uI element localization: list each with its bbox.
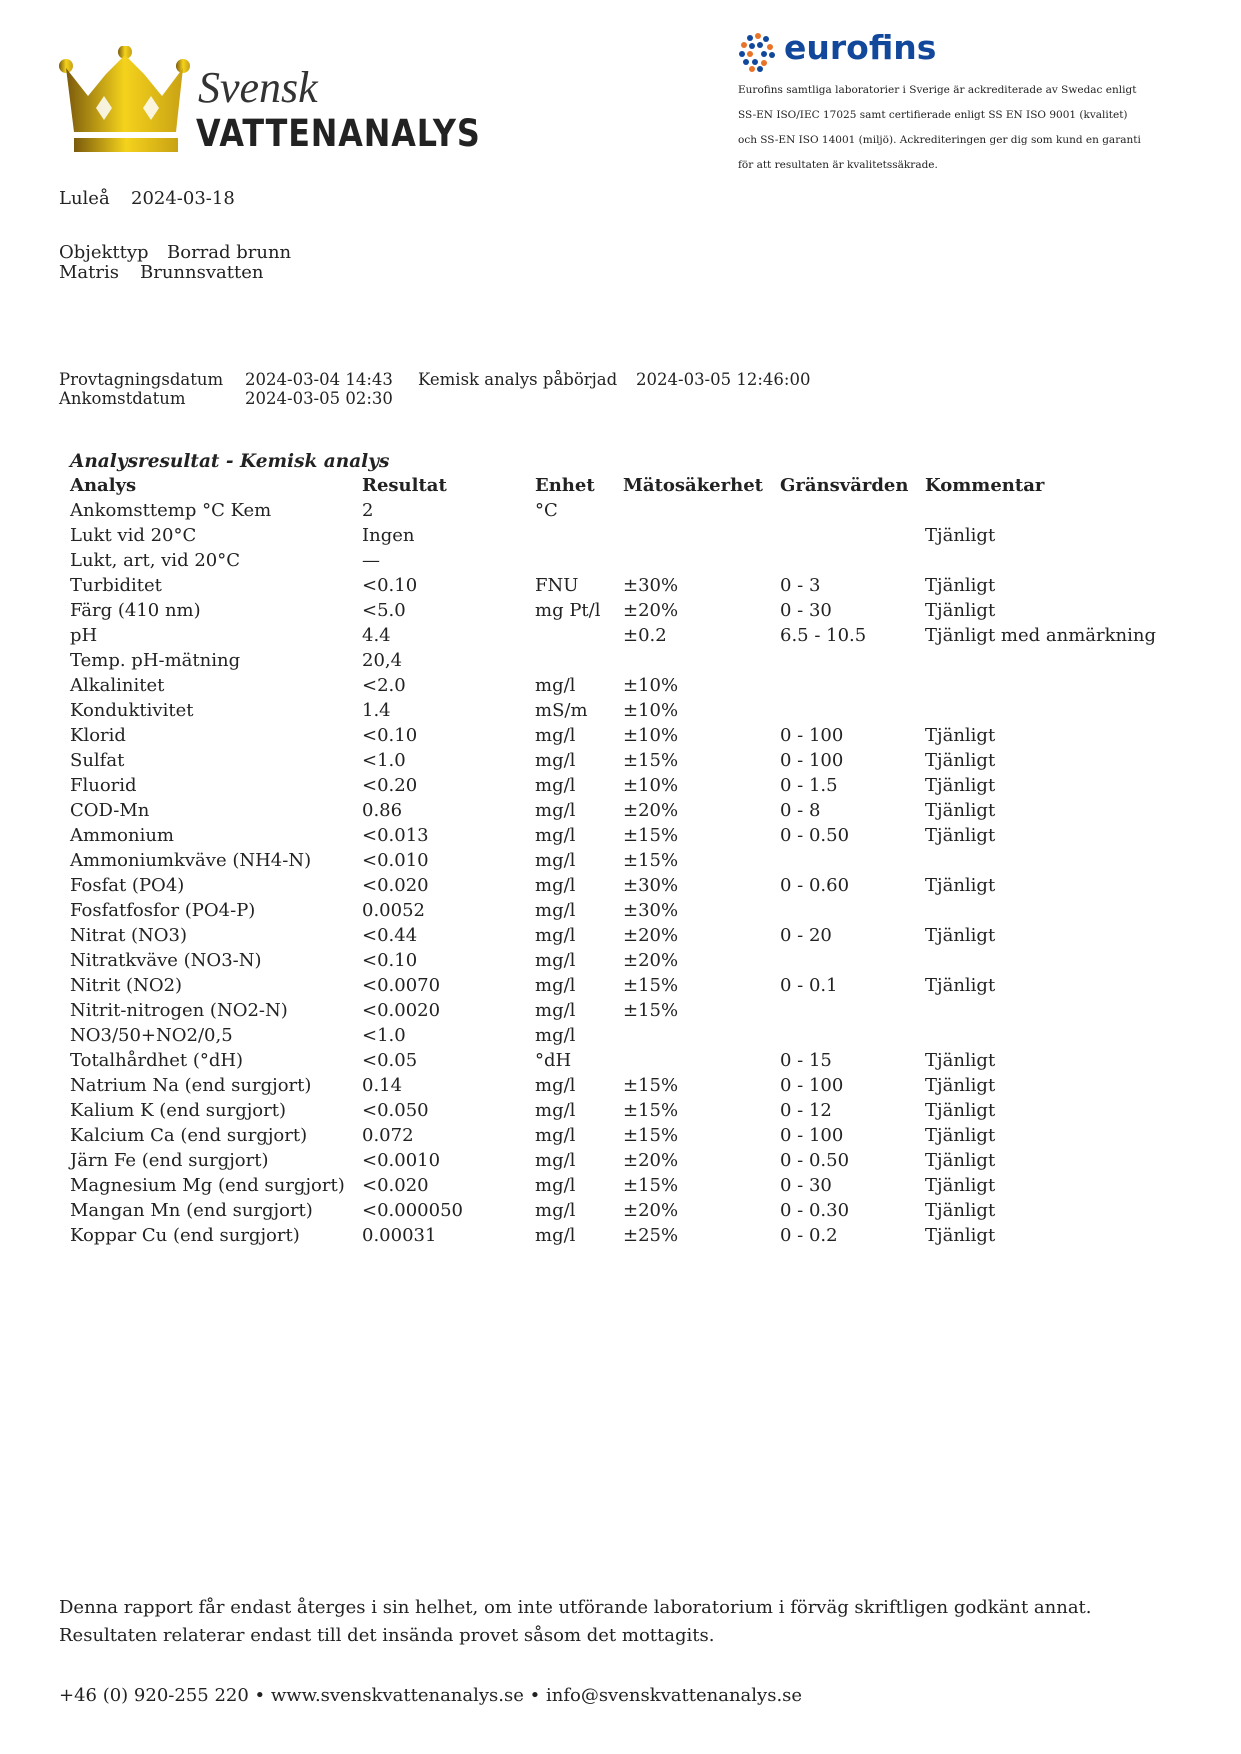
result-value: <1.0	[362, 1025, 406, 1046]
accreditation-line: Eurofins samtliga laboratorier i Sverige är ackrediterade av Swedac enligt	[738, 84, 1137, 96]
analysis-name: Lukt, art, vid 20°C	[70, 550, 240, 571]
unit: mg/l	[535, 1125, 576, 1146]
limit-range: 0 - 20	[780, 925, 832, 946]
comment	[921, 1023, 1160, 1048]
comment: Tjänligt	[925, 750, 996, 771]
table-row	[66, 573, 1160, 598]
comment: Tjänligt	[925, 575, 996, 596]
comment: Tjänligt	[925, 600, 996, 621]
limit-range: 0 - 0.60	[780, 875, 850, 896]
limit-range: 0 - 30	[780, 1175, 832, 1196]
table-row	[66, 898, 1160, 923]
analysis-name: Nitrit (NO2)	[70, 975, 183, 996]
uncertainty	[619, 498, 776, 523]
result-value: —	[362, 550, 380, 571]
unit: °dH	[535, 1050, 572, 1071]
result-value: <0.000050	[362, 1200, 463, 1221]
comment: Tjänligt	[925, 925, 996, 946]
unit: mg/l	[535, 800, 576, 821]
result-value: <0.0070	[362, 975, 441, 996]
limit-range: 0 - 3	[780, 575, 821, 596]
col-header-comment: Kommentar	[925, 475, 1045, 496]
limit-range: 0 - 12	[780, 1100, 832, 1121]
disclaimer-line-1: Denna rapport får endast återges i sin helhet, om inte utförande laboratorium i förväg skriftligen godkänt annat.	[59, 1597, 1092, 1618]
table-row	[66, 1223, 1160, 1248]
result-value: 0.00031	[362, 1225, 437, 1246]
contact-info: +46 (0) 920-255 220 • www.svenskvattenanalys.se • info@svenskvattenanalys.se	[59, 1685, 803, 1706]
analysis-name: Kalcium Ca (end surgjort)	[70, 1125, 308, 1146]
unit: mg/l	[535, 750, 576, 771]
uncertainty: ±30%	[623, 875, 679, 896]
uncertainty: ±15%	[623, 1000, 679, 1021]
comment: Tjänligt med anmärkning	[925, 625, 1156, 646]
analysis-name: Fosfat (PO4)	[70, 875, 185, 896]
analysis-name: Mangan Mn (end surgjort)	[70, 1200, 313, 1221]
result-value: <0.0020	[362, 1000, 441, 1021]
result-value: 1.4	[362, 700, 391, 721]
object-type-label: Objekttyp	[59, 242, 149, 263]
table-row	[66, 1023, 1160, 1048]
results-table	[66, 473, 1160, 1248]
uncertainty: ±30%	[623, 900, 679, 921]
limit-range: 0 - 15	[780, 1050, 832, 1071]
comment: Tjänligt	[925, 525, 996, 546]
analysis-start-value: 2024-03-05 12:46:00	[636, 370, 811, 389]
comment	[921, 948, 1160, 973]
results-body	[66, 498, 1160, 1248]
object-type-value: Borrad brunn	[167, 242, 292, 263]
result-value: 0.0052	[362, 900, 425, 921]
analysis-name: Klorid	[70, 725, 126, 746]
uncertainty: ±10%	[623, 775, 679, 796]
uncertainty	[619, 1048, 776, 1073]
table-row	[66, 623, 1160, 648]
accreditation-line: för att resultaten är kvalitetssäkrade.	[738, 159, 938, 171]
comment: Tjänligt	[925, 1075, 996, 1096]
comment: Tjänligt	[925, 800, 996, 821]
uncertainty: ±15%	[623, 750, 679, 771]
result-value: <0.020	[362, 1175, 429, 1196]
analysis-name: Nitrit-nitrogen (NO2-N)	[70, 1000, 288, 1021]
table-row	[66, 648, 1160, 673]
unit: mg/l	[535, 1175, 576, 1196]
table-row	[66, 973, 1160, 998]
analysis-name: Fluorid	[70, 775, 137, 796]
eurofins-accreditation	[738, 78, 1141, 178]
limit-range: 0 - 0.30	[780, 1200, 850, 1221]
uncertainty: ±20%	[623, 925, 679, 946]
unit: mg/l	[535, 1100, 576, 1121]
matrix-value: Brunnsvatten	[140, 262, 264, 283]
table-row	[66, 923, 1160, 948]
uncertainty	[619, 548, 776, 573]
analysis-name: Lukt vid 20°C	[70, 525, 197, 546]
table-row	[66, 548, 1160, 573]
table-row	[66, 1123, 1160, 1148]
result-value: 20,4	[362, 650, 403, 671]
crown-icon	[58, 46, 208, 156]
unit: mg/l	[535, 1150, 576, 1171]
uncertainty: ±20%	[623, 950, 679, 971]
result-value: <0.10	[362, 725, 418, 746]
limit-range	[776, 648, 921, 673]
analysis-name: Totalhårdhet (°dH)	[70, 1050, 244, 1071]
limit-range	[776, 523, 921, 548]
result-value: <0.020	[362, 875, 429, 896]
col-header-unit: Enhet	[535, 475, 595, 496]
limit-range	[776, 948, 921, 973]
unit: FNU	[535, 575, 579, 596]
unit: mg/l	[535, 725, 576, 746]
table-row	[66, 1048, 1160, 1073]
comment: Tjänligt	[925, 1225, 996, 1246]
uncertainty: ±30%	[623, 575, 679, 596]
analysis-name: Konduktivitet	[70, 700, 194, 721]
comment	[921, 998, 1160, 1023]
analysis-name: Nitrat (NO3)	[70, 925, 188, 946]
comment: Tjänligt	[925, 1175, 996, 1196]
table-row	[66, 773, 1160, 798]
result-value: <1.0	[362, 750, 406, 771]
table-row	[66, 598, 1160, 623]
limit-range	[776, 548, 921, 573]
results-header-row	[66, 473, 1160, 498]
table-row	[66, 823, 1160, 848]
col-header-uncertainty: Mätosäkerhet	[623, 475, 763, 496]
unit: mg/l	[535, 1000, 576, 1021]
uncertainty: ±20%	[623, 600, 679, 621]
result-value: 0.14	[362, 1075, 403, 1096]
unit: mg/l	[535, 1025, 576, 1046]
result-value: <0.10	[362, 950, 418, 971]
comment	[921, 848, 1160, 873]
table-row	[66, 998, 1160, 1023]
uncertainty	[619, 648, 776, 673]
analysis-name: Koppar Cu (end surgjort)	[70, 1225, 300, 1246]
table-row	[66, 1198, 1160, 1223]
result-value: <0.050	[362, 1100, 429, 1121]
comment: Tjänligt	[925, 1050, 996, 1071]
comment	[921, 648, 1160, 673]
logo-brand-text: VATTENANALYS	[196, 112, 481, 155]
result-value: <0.0010	[362, 1150, 441, 1171]
table-row	[66, 798, 1160, 823]
limit-range: 0 - 100	[780, 1125, 844, 1146]
table-row	[66, 498, 1160, 523]
uncertainty: ±25%	[623, 1225, 679, 1246]
eurofins-logo	[738, 28, 938, 72]
analysis-name: Alkalinitet	[70, 675, 165, 696]
accreditation-line: och SS-EN ISO 14001 (miljö). Ackrediteringen ger dig som kund en garanti	[738, 134, 1141, 146]
limit-range	[776, 898, 921, 923]
result-value: <0.010	[362, 850, 429, 871]
unit: mg/l	[535, 675, 576, 696]
result-value: <0.05	[362, 1050, 418, 1071]
comment	[921, 498, 1160, 523]
comment: Tjänligt	[925, 1100, 996, 1121]
uncertainty: ±20%	[623, 1150, 679, 1171]
analysis-name: Nitratkväve (NO3-N)	[70, 950, 262, 971]
table-row	[66, 723, 1160, 748]
uncertainty: ±15%	[623, 1125, 679, 1146]
comment: Tjänligt	[925, 1125, 996, 1146]
uncertainty	[619, 1023, 776, 1048]
table-row	[66, 748, 1160, 773]
table-row	[66, 1173, 1160, 1198]
uncertainty: ±0.2	[623, 625, 667, 646]
result-value: 2	[362, 500, 374, 521]
comment: Tjänligt	[925, 775, 996, 796]
limit-range	[776, 998, 921, 1023]
unit: mg/l	[535, 775, 576, 796]
unit: °C	[535, 500, 558, 521]
table-row	[66, 1073, 1160, 1098]
analysis-name: Magnesium Mg (end surgjort)	[70, 1175, 345, 1196]
eurofins-dots-icon	[738, 32, 778, 72]
result-value: 4.4	[362, 625, 391, 646]
arrival-date-value: 2024-03-05 02:30	[245, 389, 393, 408]
col-header-analysis: Analys	[70, 475, 137, 496]
table-row	[66, 1098, 1160, 1123]
comment: Tjänligt	[925, 875, 996, 896]
sample-date-label: Provtagningsdatum	[59, 370, 224, 389]
analysis-name: Turbiditet	[70, 575, 162, 596]
limit-range	[776, 498, 921, 523]
comment: Tjänligt	[925, 1150, 996, 1171]
result-value: <2.0	[362, 675, 406, 696]
analysis-name: Färg (410 nm)	[70, 600, 201, 621]
unit	[531, 548, 619, 573]
comment: Tjänligt	[925, 1200, 996, 1221]
sample-date-value: 2024-03-04 14:43	[245, 370, 393, 389]
table-row	[66, 848, 1160, 873]
analysis-name: Kalium K (end surgjort)	[70, 1100, 286, 1121]
comment: Tjänligt	[925, 725, 996, 746]
unit: mg/l	[535, 950, 576, 971]
analysis-name: NO3/50+NO2/0,5	[70, 1025, 233, 1046]
limit-range: 0 - 8	[780, 800, 821, 821]
limit-range: 0 - 0.2	[780, 1225, 838, 1246]
comment: Tjänligt	[925, 825, 996, 846]
table-row	[66, 698, 1160, 723]
unit: mg/l	[535, 900, 576, 921]
uncertainty: ±15%	[623, 850, 679, 871]
svensk-vattenanalys-logo	[58, 46, 481, 156]
unit: mg/l	[535, 1075, 576, 1096]
analysis-name: Temp. pH-mätning	[70, 650, 241, 671]
unit: mg/l	[535, 975, 576, 996]
unit	[531, 623, 619, 648]
uncertainty: ±20%	[623, 800, 679, 821]
col-header-limits: Gränsvärden	[780, 475, 909, 496]
results-section-title: Analysresultat - Kemisk analys	[70, 451, 390, 472]
analysis-name: Sulfat	[70, 750, 125, 771]
unit	[531, 648, 619, 673]
uncertainty: ±10%	[623, 675, 679, 696]
uncertainty: ±15%	[623, 975, 679, 996]
matrix-label: Matris	[59, 262, 119, 283]
table-row	[66, 673, 1160, 698]
limit-range: 0 - 100	[780, 725, 844, 746]
limit-range	[776, 673, 921, 698]
limit-range: 0 - 100	[780, 1075, 844, 1096]
comment	[921, 698, 1160, 723]
unit: mg Pt/l	[535, 600, 601, 621]
limit-range: 0 - 1.5	[780, 775, 838, 796]
result-value: <0.013	[362, 825, 429, 846]
disclaimer-line-2: Resultaten relaterar endast till det insända provet såsom det mottagits.	[59, 1625, 715, 1646]
limit-range: 0 - 30	[780, 600, 832, 621]
arrival-date-label: Ankomstdatum	[59, 389, 186, 408]
analysis-name: Järn Fe (end surgjort)	[70, 1150, 269, 1171]
unit: mg/l	[535, 1200, 576, 1221]
table-row	[66, 948, 1160, 973]
table-row	[66, 1148, 1160, 1173]
analysis-name: COD-Mn	[70, 800, 150, 821]
report-city: Luleå	[59, 188, 110, 209]
uncertainty: ±15%	[623, 1175, 679, 1196]
limit-range: 0 - 0.50	[780, 825, 850, 846]
analysis-name: Fosfatfosfor (PO4-P)	[70, 900, 256, 921]
report-date: 2024-03-18	[131, 188, 235, 209]
comment	[921, 673, 1160, 698]
uncertainty: ±10%	[623, 725, 679, 746]
comment	[921, 898, 1160, 923]
result-value: Ingen	[362, 525, 415, 546]
analysis-name: pH	[70, 625, 98, 646]
table-row	[66, 523, 1160, 548]
result-value: <0.10	[362, 575, 418, 596]
limit-range: 6.5 - 10.5	[780, 625, 867, 646]
comment	[921, 548, 1160, 573]
unit: mg/l	[535, 850, 576, 871]
limit-range	[776, 848, 921, 873]
uncertainty: ±15%	[623, 825, 679, 846]
eurofins-name: eurofins	[784, 28, 937, 67]
limit-range: 0 - 100	[780, 750, 844, 771]
analysis-name: Natrium Na (end surgjort)	[70, 1075, 312, 1096]
unit: mS/m	[535, 700, 588, 721]
analysis-name: Ammoniumkväve (NH4-N)	[70, 850, 312, 871]
limit-range	[776, 698, 921, 723]
analysis-start-label: Kemisk analys påbörjad	[418, 370, 618, 389]
uncertainty: ±10%	[623, 700, 679, 721]
limit-range: 0 - 0.1	[780, 975, 838, 996]
uncertainty: ±15%	[623, 1075, 679, 1096]
unit: mg/l	[535, 925, 576, 946]
result-value: <5.0	[362, 600, 406, 621]
col-header-result: Resultat	[362, 475, 447, 496]
limit-range: 0 - 0.50	[780, 1150, 850, 1171]
unit: mg/l	[535, 1225, 576, 1246]
uncertainty	[619, 523, 776, 548]
comment: Tjänligt	[925, 975, 996, 996]
logo-script-text: Svensk	[198, 63, 318, 112]
limit-range	[776, 1023, 921, 1048]
analysis-name: Ammonium	[70, 825, 174, 846]
result-value: <0.44	[362, 925, 418, 946]
uncertainty: ±20%	[623, 1200, 679, 1221]
unit: mg/l	[535, 875, 576, 896]
result-value: <0.20	[362, 775, 418, 796]
analysis-name: Ankomsttemp °C Kem	[70, 500, 272, 521]
result-value: 0.072	[362, 1125, 414, 1146]
unit: mg/l	[535, 825, 576, 846]
accreditation-line: SS-EN ISO/IEC 17025 samt certifierade enligt SS EN ISO 9001 (kvalitet)	[738, 109, 1128, 121]
result-value: 0.86	[362, 800, 403, 821]
unit	[531, 523, 619, 548]
table-row	[66, 873, 1160, 898]
uncertainty: ±15%	[623, 1100, 679, 1121]
